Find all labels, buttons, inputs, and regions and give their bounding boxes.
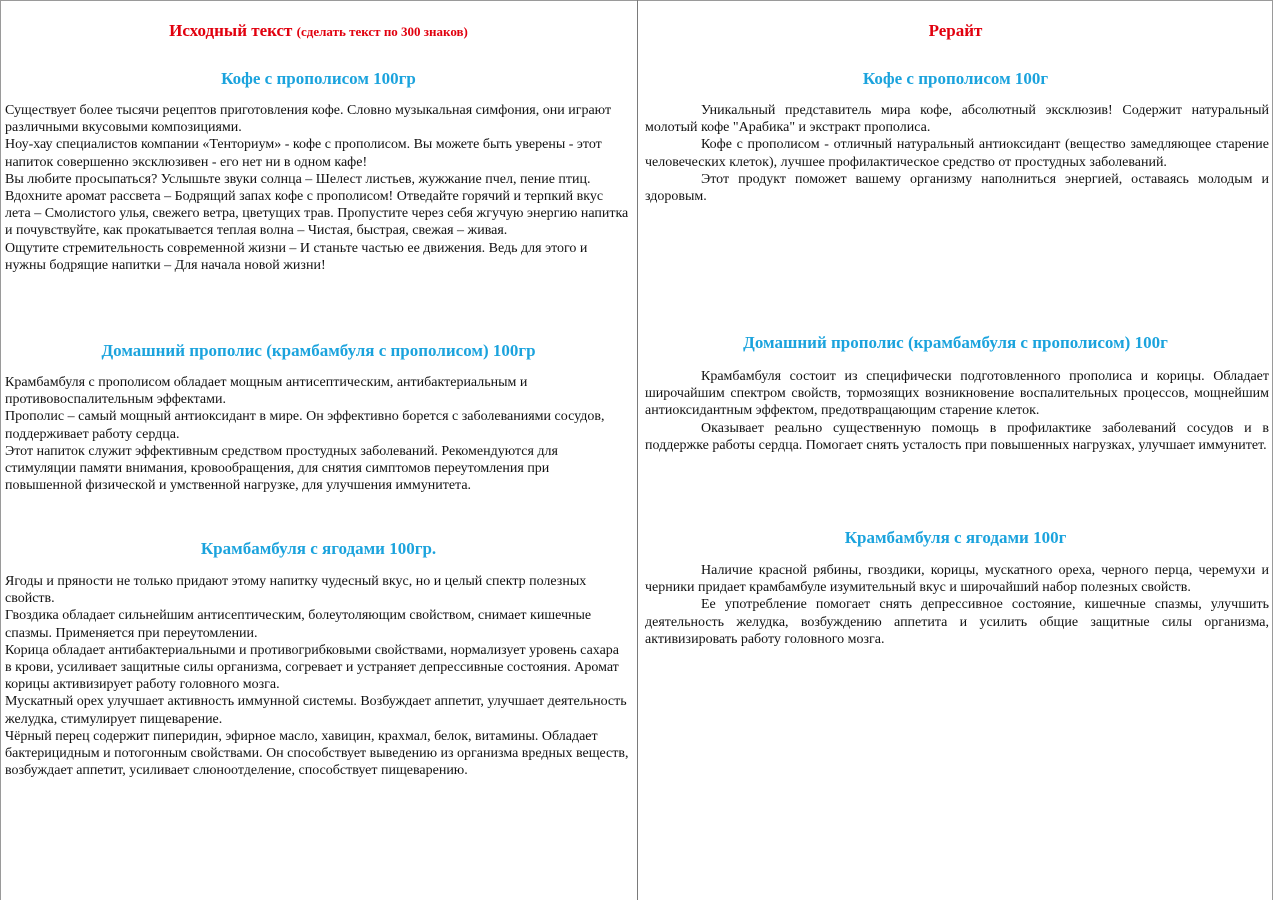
paragraph: Вы любите просыпаться? Услышьте звуки солнца – Шелест листьев, жужжание пчел, пение птиц. Вдохните аромат рассвета – Бодрящий запах кофе с прополисом! Отведайте горячий и терпкий вкус лета – Смолистого улья, свежего ветра, цветущих трав. Пропустите через себя жгучую энергию напитка и почувствуйте, как прокатывается теплая волна – Чистая, быстрая, свежая – живая. [5,171,629,239]
source-title-note: (сделать текст по 300 знаков) [296,24,468,39]
source-heading-coffee: Кофе с прополисом 100гр [221,69,416,88]
source-body-coffee [5,102,629,274]
paragraph: Оказывает реально существенную помощь в профилактике заболеваний сосудов и в поддержке работы сердца. Помогает снять усталость при повышенных нагрузках, улучшает иммунитет. [645,420,1269,453]
paragraph: Корица обладает антибактериальными и противогрибковыми свойствами, нормализует уровень сахара в крови, усиливает защитные силы организма, согревает и устраняет депрессивные состояния. Аромат корицы активизирует работу головного мозга. [5,642,620,693]
paragraph: Ягоды и пряности не только придают этому напитку чудесный вкус, но и целый спектр полезных свойств. [5,574,587,607]
paragraph: Этот продукт поможет вашему организму наполниться энергией, оставаясь молодым и здоровым. [645,171,1269,205]
rewrite-body-berries [645,562,1269,648]
source-column-title [0,21,637,42]
source-body-berries [5,573,629,779]
paragraph: Кофе с прополисом - отличный натуральный антиоксидант (вещество замедляющее старение человеческих клеток), лучшее профилактическое средство от простудных заболеваний. [645,137,1269,170]
paragraph: Чёрный перец содержит пиперидин, эфирное масло, хавицин, крахмал, белок, витамины. Обладает бактерицидным и потогонным свойствами. Он способствует выведению из организма вредных веществ, возбуждает аппетит, усиливает слюноотделение, способствует пищеварению. [5,728,629,779]
paragraph: Ее употребление помогает снять депрессивное состояние, кишечные спазмы, улучшить деятельность желудка, возбуждению аппетита и усилить общие защитные силы организма, активизировать работу головного мозга. [645,597,1269,647]
paragraph: Этот напиток служит эффективным средством простудных заболеваний. Рекомендуются для стимуляции памяти внимания, кровообращения, для снятия симптомов переутомления при повышенной физической и умственной нагрузке, для улучшения иммунитета. [5,443,558,494]
source-title-label: Исходный текст [169,21,293,40]
rewrite-column [638,0,1273,900]
paragraph: Наличие красной рябины, гвоздики, корицы, мускатного ореха, черного перца, черемухи и черники придает крамбамбуле изумительный вкус и широчайший набор полезных свойств. [645,563,1269,596]
rewrite-heading-berries: Крамбамбуля с ягодами 100г [844,528,1067,547]
paragraph: Прополис – самый мощный антиоксидант в мире. Он эффективно борется с заболеваниями сосудов, поддерживает работу сердца. [5,409,605,442]
paragraph: Гвоздика обладает сильнейшим антисептическим, болеутоляющим свойством, снимает кишечные спазмы. Применяется при переутомлении. [5,608,592,641]
paragraph: Мускатный орех улучшает активность иммунной системы. Возбуждает аппетит, улучшает деятельность желудка, стимулирует пищеварение. [5,694,627,727]
rewrite-body-home-propolis [645,368,1269,454]
source-body-home-propolis [5,374,629,494]
rewrite-column-title: Рерайт [928,21,983,40]
paragraph: Ощутите стремительность современной жизни – И станьте частью ее движения. Ведь для этого и нужны бодрящие напитки – Для начала новой жизни! [5,240,588,273]
paragraph: Крамбамбуля с прополисом обладает мощным антисептическим, антибактериальным и противовоспалительным эффектами. [5,375,528,408]
paragraph: Существует более тысячи рецептов приготовления кофе. Словно музыкальная симфония, они играют различными вкусовыми композициями. [5,103,612,136]
rewrite-heading-home-propolis: Домашний прополис (крамбамбуля с прополисом) 100г [743,333,1168,352]
paragraph: Уникальный представитель мира кофе, абсолютный эксклюзив! Содержит натуральный молотый кофе "Арабика" и экстракт прополиса. [645,103,1269,136]
paragraph: Ноу-хау специалистов компании «Тенториум» - кофе с прополисом. Вы можете быть уверены - этот напиток совершенно эксклюзивен - его нет ни в одном кафе! [5,137,602,170]
source-heading-berries: Крамбамбуля с ягодами 100гр. [200,539,437,558]
rewrite-heading-coffee: Кофе с прополисом 100г [862,69,1049,88]
paragraph: Крамбамбуля состоит из специфически подготовленного прополиса и корицы. Обладает широчайшим спектром свойств, тормозящих возникновение воспалительных процессов, мощнейшим антиоксидантным эффектом, предотвращающим старение клеток. [645,369,1269,419]
rewrite-body-coffee [645,102,1269,205]
source-heading-home-propolis: Домашний прополис (крамбамбуля с прополисом) 100гр [101,341,536,360]
